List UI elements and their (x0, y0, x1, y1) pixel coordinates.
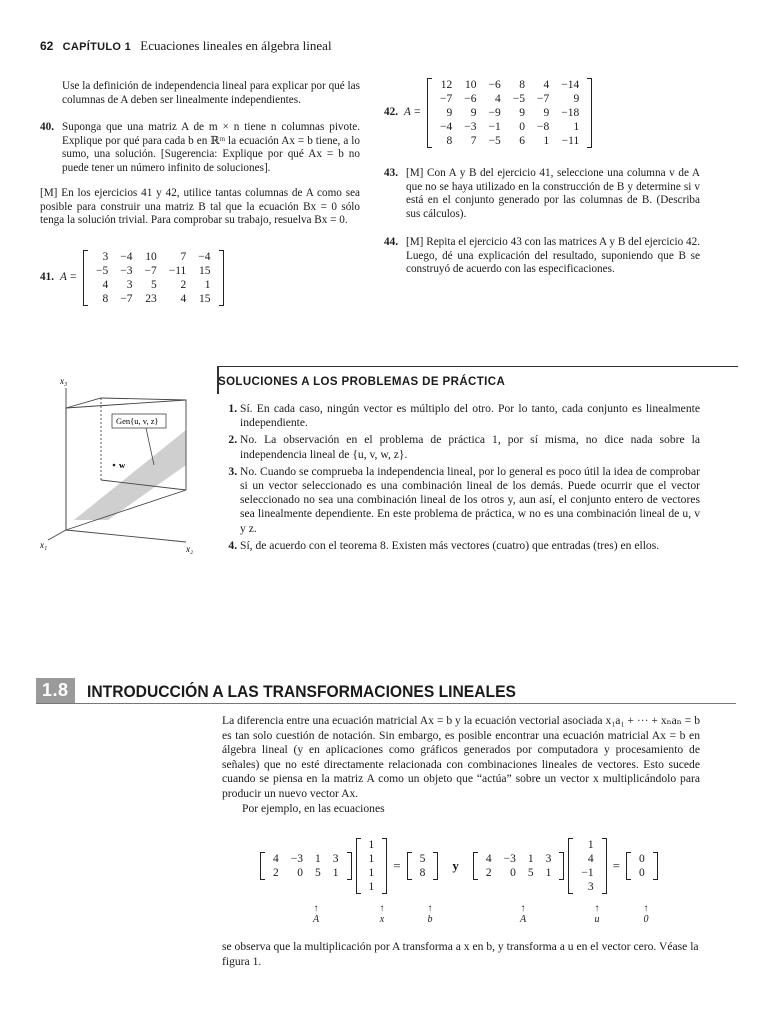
matrix-41 (83, 250, 224, 306)
matrix-cell: −3 (120, 265, 133, 277)
solutions-heading (218, 366, 738, 390)
intro-paragraph: La diferencia entre una ecuación matricial Ax = b y la ecuación vectorial asociada x₁a₁ + ··· + xₙaₙ = b es tan solo cuestión de notación. Sin embargo, es posible encontrar una ecuación matricial Ax = b en álgebra lineal (y en aplicaciones como gráficos generados por computadora y procesamiento de señales) que no esté directamente relacionada con combinaciones lineales de vectores. Esto sucede cuando se piensa en la matriz A como un objeto que “actúa” sobre un vector x multiplicándolo para producir un nuevo vector Ax. (222, 714, 700, 800)
x1-label: x₁ (40, 540, 48, 550)
matrix-cell: −4 (120, 251, 133, 263)
matrix-row (434, 106, 585, 120)
matrix-cell: 1 (587, 839, 594, 851)
matrix-cell: −5 (488, 135, 501, 147)
matrix-row (90, 250, 217, 264)
x2-label: x₂ (186, 544, 194, 554)
solution-item: 2. No. La observación en el problema de práctica 1, por sí misma, no dice nada sobre la independencia lineal de {u, v, w, z}. (240, 433, 700, 461)
plane-shade (74, 430, 186, 520)
matrix-cell: −7 (120, 293, 133, 305)
matrix-row (90, 292, 217, 306)
matrix-cell: 4 (587, 853, 594, 865)
matrix-row (575, 852, 599, 866)
label-x: ↑ x (372, 904, 392, 925)
matrix-cell: 0 (638, 853, 645, 865)
exercise-m-instructions (40, 187, 360, 228)
matrix-cell: −9 (488, 107, 501, 119)
matrix-cell: 4 (273, 853, 279, 865)
x2-axis (66, 530, 186, 542)
matrix-cell: −3 (464, 121, 477, 133)
section-title: INTRODUCCIÓN A LAS TRANSFORMACIONES LINEALES (86, 682, 516, 702)
matrix-cell: 9 (573, 93, 580, 105)
matrix-cell: −1 (488, 121, 501, 133)
matrix-row (633, 852, 651, 866)
up-arrow-icon: ↑ (313, 903, 319, 914)
matrix-cell: 0 (638, 867, 645, 879)
matrix-cell: −6 (488, 79, 501, 91)
up-arrow-icon: ↑ (643, 903, 649, 914)
matrix-cell: 9 (519, 107, 525, 119)
exercise-text: Use la definición de independencia lineal para explicar por qué las columnas de A deben ser linealmente independientes. (62, 80, 360, 106)
matrix-cell: −18 (561, 107, 580, 119)
matrix-cell: 8 (519, 79, 525, 91)
matrix-cell: 1 (368, 867, 375, 879)
vector-x (356, 838, 388, 894)
matrix-cell: 9 (470, 107, 477, 119)
exercise-number: 42. (384, 106, 398, 119)
matrix-cell: 4 (494, 93, 501, 105)
exercise-number: 43. (384, 167, 398, 179)
solutions-list (222, 402, 700, 556)
solution-item: 4. Sí, de acuerdo con el teorema 8. Existen más vectores (cuatro) que entradas (tres) en ellos. (240, 539, 700, 553)
matrix-cell: −7 (144, 265, 157, 277)
matrix-cell: 3 (102, 251, 109, 263)
matrix-row (434, 92, 585, 106)
matrix-cell: 5 (527, 867, 534, 879)
label-A-1: ↑ A (306, 904, 326, 925)
label-A-2: ↑ A (513, 904, 533, 925)
closing-text (222, 940, 700, 969)
matrix-row (414, 852, 432, 866)
exercise-40 (40, 121, 360, 175)
matrix-cell: 10 (464, 79, 477, 91)
matrix-cell: 15 (199, 265, 211, 277)
exercise-number: 40. (40, 121, 54, 133)
label-u: ↑ u (587, 904, 607, 925)
matrix-cell: 2 (485, 867, 492, 879)
matrix-cell: 10 (145, 251, 157, 263)
matrix-cell: 0 (519, 121, 525, 133)
vector-zero (626, 852, 658, 880)
solutions-title: SOLUCIONES A LOS PROBLEMAS DE PRÁCTICA (218, 376, 506, 388)
page-number: 62 (40, 39, 54, 53)
matrix-cell: −4 (439, 121, 453, 133)
exercise-number: 41. (40, 271, 54, 284)
matrix-cell: −5 (95, 265, 109, 277)
exercise-number: 44. (384, 236, 398, 248)
matrix-row (363, 880, 381, 894)
matrix-cell: 1 (368, 853, 375, 865)
up-arrow-icon: ↑ (594, 903, 600, 914)
matrix-cell: 1 (315, 853, 321, 865)
exercise-39-tail (62, 80, 360, 107)
w-label: w (119, 460, 126, 470)
matrix-cell: 1 (368, 881, 375, 893)
matrix-cell: 1 (543, 135, 550, 147)
matrix-row (363, 866, 381, 880)
equals-sign: = (393, 858, 401, 873)
matrix-cell: 8 (102, 293, 109, 305)
matrix-cell: 9 (446, 107, 453, 119)
up-arrow-icon: ↑ (520, 903, 526, 914)
exercise-text: [M] En los ejercicios 41 y 42, utilice tantas columnas de A como sea posible para construir una matriz B tal que la ecuación Bx = 0 sólo tenga la solución trivial. Para comprobar su trabajo, resuelva Bx = 0. (40, 187, 360, 227)
exercise-43 (384, 167, 700, 221)
matrix-cell: 23 (145, 293, 157, 305)
matrix-row (363, 852, 381, 866)
matrix-cell: 0 (297, 867, 303, 879)
matrix-cell: −7 (439, 93, 453, 105)
matrix-cell: 3 (545, 853, 552, 865)
matrix-cell: 3 (587, 881, 594, 893)
matrix-cell: 4 (102, 279, 109, 291)
matrix-cell: −8 (536, 121, 550, 133)
matrix-label: A = (403, 106, 421, 119)
matrix-cell: 15 (199, 293, 211, 305)
x3-label: x₃ (60, 376, 68, 386)
matrix-A-1 (260, 852, 352, 880)
closing-paragraph: se observa que la multiplicación por A transforma a x en b, y transforma a u en el vector cero. Véase la figura 1. (222, 940, 699, 968)
matrix-row (575, 880, 599, 894)
exercise-42 (384, 78, 592, 148)
matrix-row (633, 866, 651, 880)
section-rule (36, 703, 736, 704)
chapter-title: Ecuaciones lineales en álgebra lineal (140, 38, 332, 53)
matrix-cell: −6 (464, 93, 477, 105)
example-equations (260, 838, 658, 894)
matrix-cell: 2 (180, 279, 187, 291)
matrix-cell: 1 (332, 867, 339, 879)
solution-item: 1. Sí. En cada caso, ningún vector es múltiplo del otro. Por lo tanto, cada conjunto es linealmente independiente. (240, 402, 700, 430)
vector-b (407, 852, 439, 880)
matrix-cell: 3 (332, 853, 339, 865)
section-number: 1.8 (36, 678, 75, 703)
matrix-row (414, 866, 432, 880)
matrix-row (90, 264, 217, 278)
matrix-cell: −11 (168, 265, 187, 277)
matrix-row (575, 838, 599, 852)
matrix-cell: 5 (315, 867, 321, 879)
matrix-cell: −1 (581, 867, 594, 879)
matrix-cell: 4 (180, 293, 187, 305)
vector-u (568, 838, 606, 894)
matrix-cell: 5 (150, 279, 157, 291)
exercise-44 (384, 236, 700, 277)
matrix-cell: −5 (512, 93, 525, 105)
matrix-cell: 5 (419, 853, 426, 865)
matrix-cell: 3 (126, 279, 133, 291)
exercise-text: [M] Repita el ejercicio 43 con las matrices A y B del ejercicio 42. Luego, dé una explicación del resultado, suponiendo que B se construyó de acuerdo con las especificaciones. (406, 236, 700, 276)
section-heading (36, 678, 553, 703)
span-figure (36, 370, 216, 560)
gen-label: Gen{u, v, z} (116, 416, 159, 426)
matrix-cell: 8 (419, 867, 426, 879)
matrix-cell: 12 (440, 79, 453, 91)
matrix-cell: 7 (470, 135, 477, 147)
exercise-text: Suponga que una matriz A de m × n tiene n columnas pivote. Explique por qué para cada b en ℝᵐ la ecuación Ax = b tiene, a lo sumo, una solución. [Sugerencia: Explique por qué Ax = b no puede tener un número infinito de soluciones]. (62, 121, 360, 174)
matrix-cell: 9 (543, 107, 550, 119)
matrix-cell: 1 (204, 279, 211, 291)
equals-sign: = (612, 858, 620, 873)
matrix-cell: 7 (180, 251, 187, 263)
matrix-row (267, 852, 345, 866)
up-arrow-icon: ↑ (427, 903, 433, 914)
matrix-cell: 2 (273, 867, 279, 879)
matrix-row (267, 866, 345, 880)
point-w (113, 464, 116, 467)
matrix-row (434, 78, 585, 92)
matrix-row (434, 120, 585, 134)
connector-y: y (452, 858, 459, 873)
matrix-A-2 (473, 852, 565, 880)
matrix-42 (427, 78, 592, 148)
up-arrow-icon: ↑ (379, 903, 385, 914)
matrix-row (575, 866, 599, 880)
matrix-cell: 1 (545, 867, 552, 879)
page-header (40, 38, 332, 54)
matrix-row (480, 866, 558, 880)
matrix-cell: 1 (573, 121, 580, 133)
label-b: ↑ b (420, 904, 440, 925)
matrix-cell: −3 (503, 853, 516, 865)
x1-axis (48, 530, 66, 540)
example-intro: Por ejemplo, en las ecuaciones (242, 801, 385, 815)
matrix-cell: 1 (527, 853, 534, 865)
matrix-cell: 4 (543, 79, 550, 91)
matrix-cell: −11 (561, 135, 580, 147)
matrix-row (363, 838, 381, 852)
matrix-cell: 8 (446, 135, 453, 147)
matrix-cell: −7 (536, 93, 550, 105)
section-intro (222, 714, 700, 816)
matrix-row (480, 852, 558, 866)
matrix-label: A = (59, 271, 77, 284)
matrix-cell: −3 (290, 853, 303, 865)
matrix-cell: −4 (198, 251, 211, 263)
matrix-row (434, 134, 585, 148)
exercise-text: [M] Con A y B del ejercicio 41, seleccione una columna v de A que no se haya utilizado en la construcción de B y determine si v está en el conjunto generado por las columnas de B. (Describa sus cálculos). (406, 167, 700, 220)
matrix-cell: 4 (485, 853, 492, 865)
solution-item: 3. No. Cuando se comprueba la independencia lineal, por lo general es poco útil la idea de comprobar si un vector seleccionado es una combinación lineal de los demás. Puede ocurrir que el vector seleccionado no sea una combinación lineal de los otros y, aun así, el conjunto entero de vectores sea linealmente dependiente. En este problema de práctica, w no es una combinación lineal de u, v y z. (240, 465, 700, 536)
matrix-cell: 6 (519, 135, 525, 147)
chapter-label: CAPÍTULO 1 (62, 41, 132, 53)
matrix-cell: −14 (561, 79, 580, 91)
matrix-cell: 1 (368, 839, 375, 851)
matrix-row (90, 278, 217, 292)
exercise-41 (40, 250, 224, 306)
label-zero: ↑ 0 (636, 904, 656, 925)
matrix-cell: 0 (510, 867, 516, 879)
